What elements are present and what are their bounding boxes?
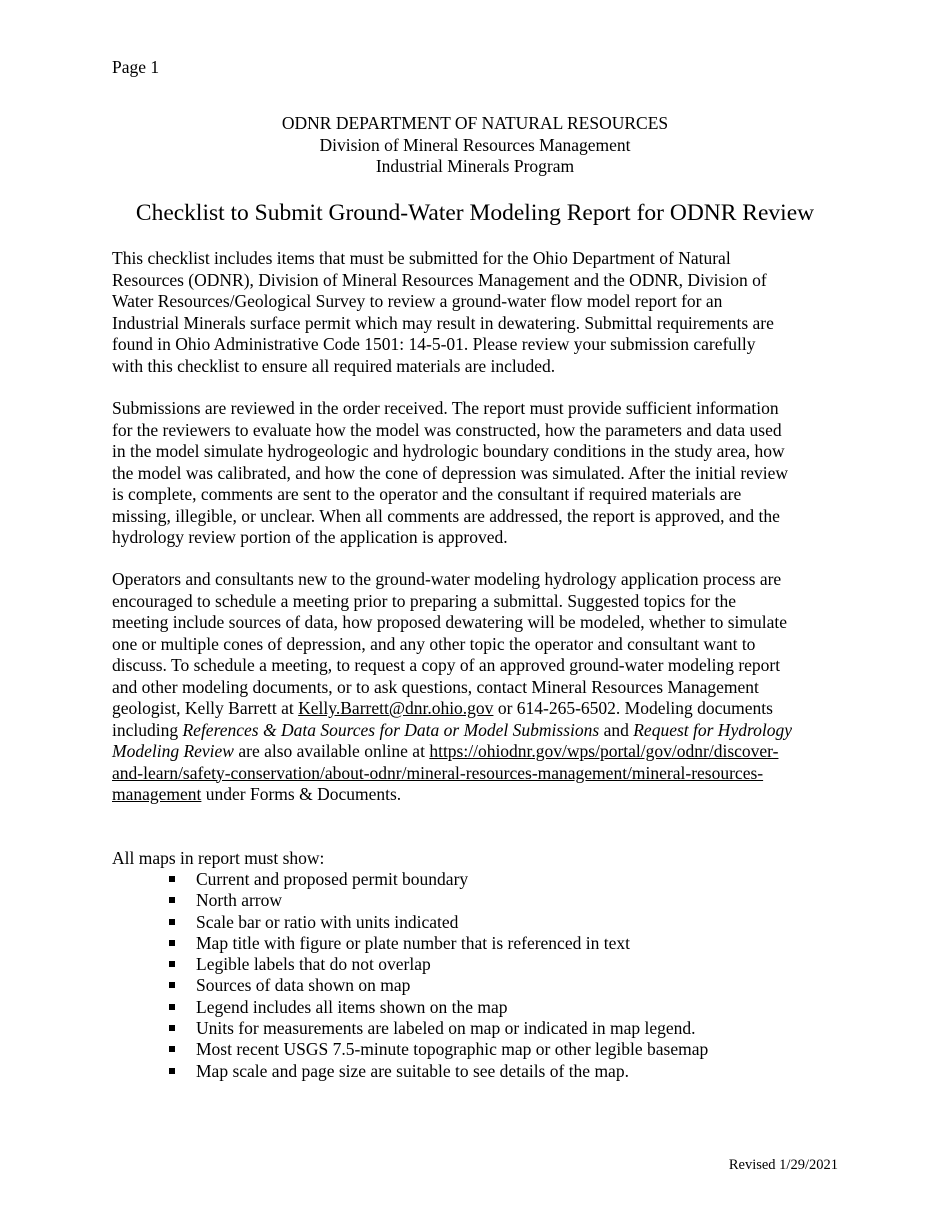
text-line: and other modeling documents, or to ask questions, contact Mineral Resources Management bbox=[112, 676, 759, 697]
website-link-part2[interactable]: and-learn/safety-conservation/about-odnr/mineral-resources-management/mineral-resources- bbox=[112, 762, 764, 783]
doc-title-references: References & Data Sources for Data or Model Submissions bbox=[182, 719, 600, 740]
list-item bbox=[112, 1061, 708, 1082]
documents-line bbox=[112, 720, 842, 742]
text-line: Submissions are reviewed in the order received. The report must provide sufficient information bbox=[112, 398, 779, 418]
forms-line bbox=[112, 784, 842, 806]
list-item-text: Map title with figure or plate number that is referenced in text bbox=[196, 932, 630, 953]
list-item bbox=[112, 954, 708, 975]
text-line: Industrial Minerals surface permit which may result in dewatering. Submittal requirements are bbox=[112, 312, 774, 333]
docs-and: and bbox=[599, 719, 634, 740]
list-item-text: Current and proposed permit boundary bbox=[196, 869, 469, 889]
page-number: Page 1 bbox=[112, 57, 160, 77]
forms-suffix: under Forms & Documents. bbox=[201, 784, 402, 804]
text-line: one or multiple cones of depression, and any other topic the operator and consultant want to bbox=[112, 633, 756, 654]
bullet-square-icon bbox=[169, 1068, 175, 1074]
text-line: for the reviewers to evaluate how the model was constructed, how the parameters and data used bbox=[112, 419, 782, 440]
doc-title-request-part1: Request for Hydrology bbox=[633, 719, 792, 740]
text-line: This checklist includes items that must be submitted for the Ohio Department of Natural bbox=[112, 248, 731, 268]
intro-paragraph bbox=[112, 248, 842, 377]
list-item bbox=[112, 890, 708, 911]
text-line: the model was calibrated, and how the cone of depression was simulated. After the initial review bbox=[112, 462, 788, 483]
list-item-text: North arrow bbox=[196, 890, 283, 911]
text-line: meeting include sources of data, how proposed dewatering will be modeled, whether to simulate bbox=[112, 612, 788, 632]
contact-suffix: or 614-265-6502. Modeling documents bbox=[493, 698, 773, 718]
document-title: Checklist to Submit Ground-Water Modeling Report for ODNR Review bbox=[135, 200, 815, 226]
text-line: encouraged to schedule a meeting prior to preparing a submittal. Suggested topics for the bbox=[112, 590, 736, 611]
doc-title-request-part2: Modeling Review bbox=[112, 741, 234, 761]
list-item-text: Map scale and page size are suitable to see details of the map. bbox=[196, 1060, 629, 1081]
header-division: Division of Mineral Resources Management bbox=[319, 134, 631, 155]
header-program: Industrial Minerals Program bbox=[375, 156, 575, 176]
text-line: hydrology review portion of the application is approved. bbox=[112, 527, 508, 547]
email-link[interactable]: Kelly.Barrett@dnr.ohio.gov bbox=[298, 698, 494, 718]
list-item-text: Most recent USGS 7.5-minute topographic map or other legible basemap bbox=[196, 1039, 709, 1060]
text-line: found in Ohio Administrative Code 1501: 14-5-01. Please review your submission carefully bbox=[112, 334, 756, 354]
document-header bbox=[0, 113, 950, 178]
bullet-square-icon bbox=[169, 1004, 175, 1010]
bullet-square-icon bbox=[169, 1046, 175, 1052]
text-line: with this checklist to ensure all required materials are included. bbox=[112, 355, 556, 376]
list-item-text: Legible labels that do not overlap bbox=[196, 954, 431, 975]
text-line: Operators and consultants new to the ground-water modeling hydrology application process are bbox=[112, 569, 782, 589]
bullet-square-icon bbox=[169, 897, 175, 903]
text-line: is complete, comments are sent to the operator and the consultant if required materials are bbox=[112, 484, 742, 504]
bullet-square-icon bbox=[169, 961, 175, 967]
online-text: are also available online at bbox=[233, 741, 430, 761]
text-line: discuss. To schedule a meeting, to request a copy of an approved ground-water modeling report bbox=[112, 655, 781, 675]
list-item bbox=[112, 912, 708, 933]
bullet-square-icon bbox=[169, 876, 175, 882]
list-item-text: Scale bar or ratio with units indicated bbox=[196, 911, 459, 932]
text-line: Resources (ODNR), Division of Mineral Resources Management and the ODNR, Division of bbox=[112, 269, 767, 290]
list-item bbox=[112, 1018, 708, 1039]
bullet-square-icon bbox=[169, 919, 175, 925]
bullet-square-icon bbox=[169, 1025, 175, 1031]
contact-line bbox=[112, 698, 842, 720]
text-line: in the model simulate hydrogeologic and hydrologic boundary conditions in the study area, how bbox=[112, 441, 785, 461]
list-item-text: Units for measurements are labeled on map or indicated in map legend. bbox=[196, 1018, 696, 1039]
bullet-square-icon bbox=[169, 940, 175, 946]
list-item bbox=[112, 869, 708, 890]
list-item-text: Sources of data shown on map bbox=[196, 975, 411, 996]
text-line: missing, illegible, or unclear. When all comments are addressed, the report is approved, and the bbox=[112, 505, 780, 526]
url-line bbox=[112, 763, 842, 785]
website-link-part1[interactable]: https://ohiodnr.gov/wps/portal/gov/odnr/discover- bbox=[429, 741, 779, 761]
list-item bbox=[112, 933, 708, 954]
online-line bbox=[112, 741, 842, 763]
website-link-part3[interactable]: management bbox=[112, 784, 202, 804]
header-department: ODNR DEPARTMENT OF NATURAL RESOURCES bbox=[281, 113, 669, 133]
list-item bbox=[112, 975, 708, 996]
list-item bbox=[112, 997, 708, 1018]
bullet-square-icon bbox=[169, 982, 175, 988]
text-line: Water Resources/Geological Survey to review a ground-water flow model report for an bbox=[112, 291, 723, 311]
contact-prefix: geologist, Kelly Barrett at bbox=[112, 698, 299, 718]
docs-prefix: including bbox=[112, 719, 183, 740]
list-item bbox=[112, 1039, 708, 1060]
maps-requirements-heading: All maps in report must show: bbox=[112, 848, 325, 868]
list-item-text: Legend includes all items shown on the map bbox=[196, 996, 508, 1017]
revision-date: Revised 1/29/2021 bbox=[728, 1157, 838, 1173]
contact-paragraph bbox=[112, 569, 842, 806]
review-process-paragraph bbox=[112, 398, 842, 549]
maps-requirements-list bbox=[112, 869, 708, 1082]
